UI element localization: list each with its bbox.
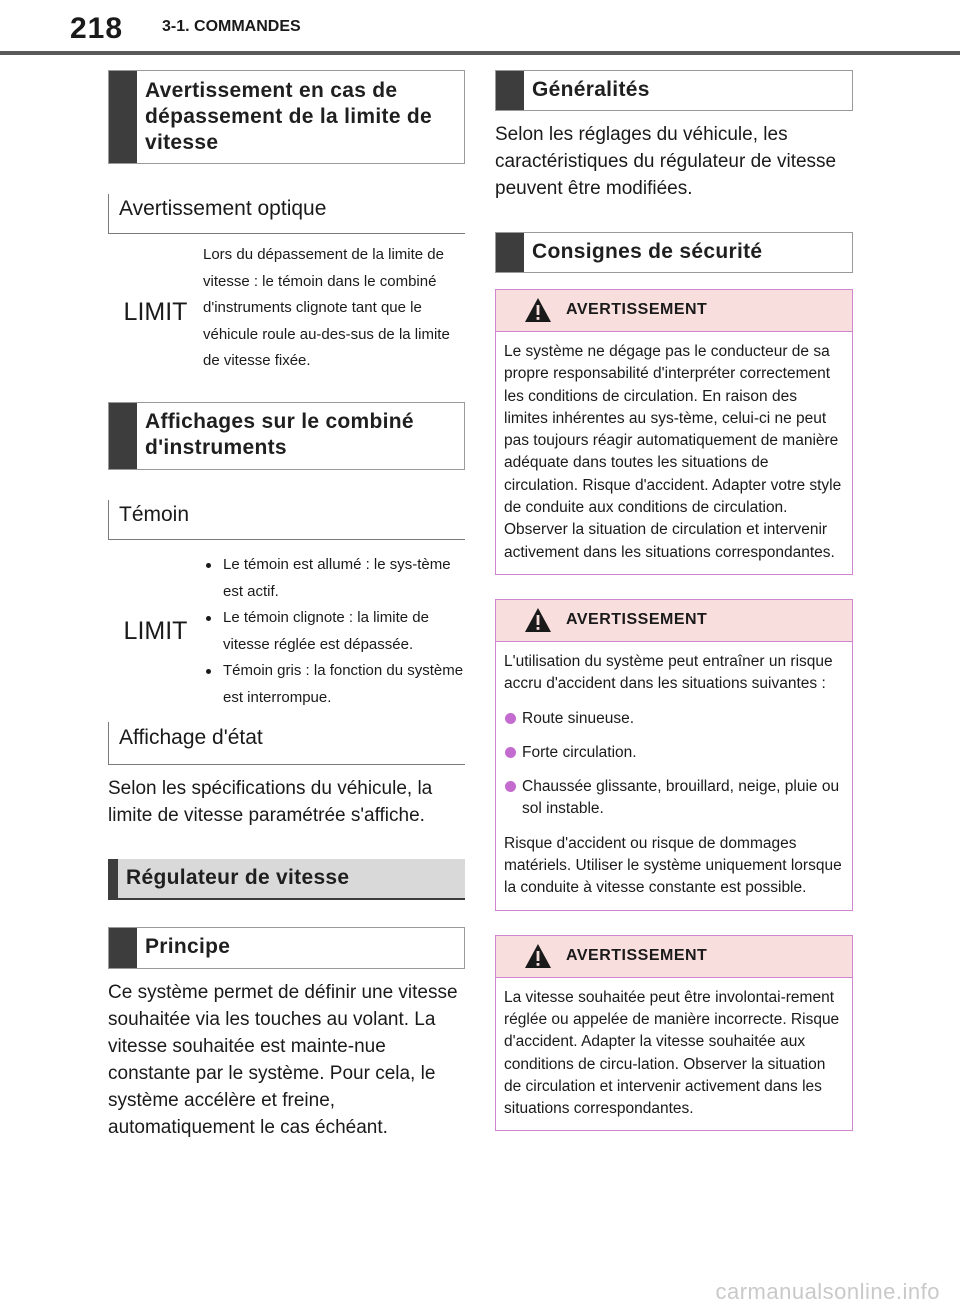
list-item: Le témoin est allumé : le sys-tème est actif. [203,552,465,605]
list-item: Le témoin clignote : la limite de vitesse réglée est dépassée. [203,605,465,658]
warning-box [495,599,853,911]
warning-label: AVERTISSEMENT [566,946,708,964]
warning-header [496,936,852,978]
heading-speed-warning [108,70,465,164]
heading-bar [109,403,137,469]
indicator-row [108,552,465,710]
warning-body [496,642,852,910]
heading-text: Avertissement en cas de dépassement de la limite de vitesse [145,79,433,154]
heading-text: Principe [145,935,231,958]
warning-triangle-icon [524,943,552,969]
heading-safety [495,232,853,273]
list-item: Route sinueuse. [504,708,844,730]
warning-triangle-icon [524,607,552,633]
heading-instrument-displays [108,402,465,470]
list-item: Témoin gris : la fonction du système est interrompue. [203,658,465,711]
watermark: carmanualsonline.info [715,1279,940,1304]
warning-situation-list [504,708,844,821]
heading-text: Consignes de sécurité [532,240,763,263]
heading-bar [108,859,118,898]
heading-text: Affichages sur le combiné d'instruments [145,410,414,459]
warning-intro: L'utilisation du système peut entraîner un risque accru d'accident dans les situations suivantes : [504,652,833,693]
subheading-optical-warning: Avertissement optique [108,194,465,234]
limit-icon: LIMIT [123,616,188,645]
warning-outro: Risque d'accident ou risque de dommages matériels. Utiliser le système uniquement lorsque la conduite à vitesse constante est possible. [504,834,842,897]
warning-body [496,332,852,574]
subheading-indicator: Témoin [108,500,465,540]
page-number: 218 [70,12,124,45]
heading-text: Généralités [532,78,650,101]
chapter-title: 3-1. COMMANDES [162,18,301,35]
warning-text: Le système ne dégage pas le conducteur de sa propre responsabilité d'interpréter correctement les conditions de circulation. En raison des limites inhérentes au sys-tème, celui-ci ne peut pas toujours réagir automatiquement de manière adéquate dans toutes les situations de circulation. Risque d'accident. Adapter votre style de conduite aux conditions de circulation. Observer la situation de circulation et intervenir activement dans les situations correspondantes. [504,343,842,561]
warning-box [495,289,853,575]
list-item: Chaussée glissante, brouillard, neige, pluie ou sol instable. [504,776,844,821]
left-column [108,70,465,1141]
heading-text: Régulateur de vitesse [126,866,350,889]
limit-icon: LIMIT [123,297,188,326]
heading-bar [109,71,137,163]
heading-bar [496,71,524,110]
header-divider [0,51,960,55]
right-column [495,70,853,1131]
warning-text: La vitesse souhaitée peut être involontai-rement réglée ou appelée de manière incorrecte. Risque d'accident. Adapter la vitesse souhaitée aux conditions de circu-lation. Observer la situation de circulation et intervenir activement dans les situations correspondantes. [504,988,840,1118]
general-text: Selon les réglages du véhicule, les caractéristiques du régulateur de vitesse peuvent être modifiées. [495,124,837,199]
heading-principle [108,927,465,969]
warning-box [495,935,853,1132]
list-item: Forte circulation. [504,742,844,764]
heading-cruise-control [108,859,465,900]
principle-text: Ce système permet de définir une vitesse souhaitée via les touches au volant. La vitesse souhaitée est mainte-nue constante par le système. Pour cela, le système accélère et freine, automatiquement le cas échéant. [108,982,458,1138]
warning-label: AVERTISSEMENT [566,301,708,318]
optical-warning-text: Lors du dépassement de la limite de vitesse : le témoin dans le combiné d'instruments clignote tant que le véhicule roule au-des-sus de la limite de vitesse fixée. [203,246,450,369]
warning-header [496,600,852,642]
warning-body [496,978,852,1131]
warning-header [496,290,852,332]
status-display-text: Selon les spécifications du véhicule, la limite de vitesse paramétrée s'affiche. [108,778,433,826]
warning-label: AVERTISSEMENT [566,610,708,628]
heading-general [495,70,853,111]
indicator-bullet-list [203,552,465,710]
optical-warning-row [108,242,465,382]
warning-triangle-icon [524,297,552,323]
subheading-status-display: Affichage d'état [108,722,465,765]
heading-bar [496,233,524,272]
heading-bar [109,928,137,968]
